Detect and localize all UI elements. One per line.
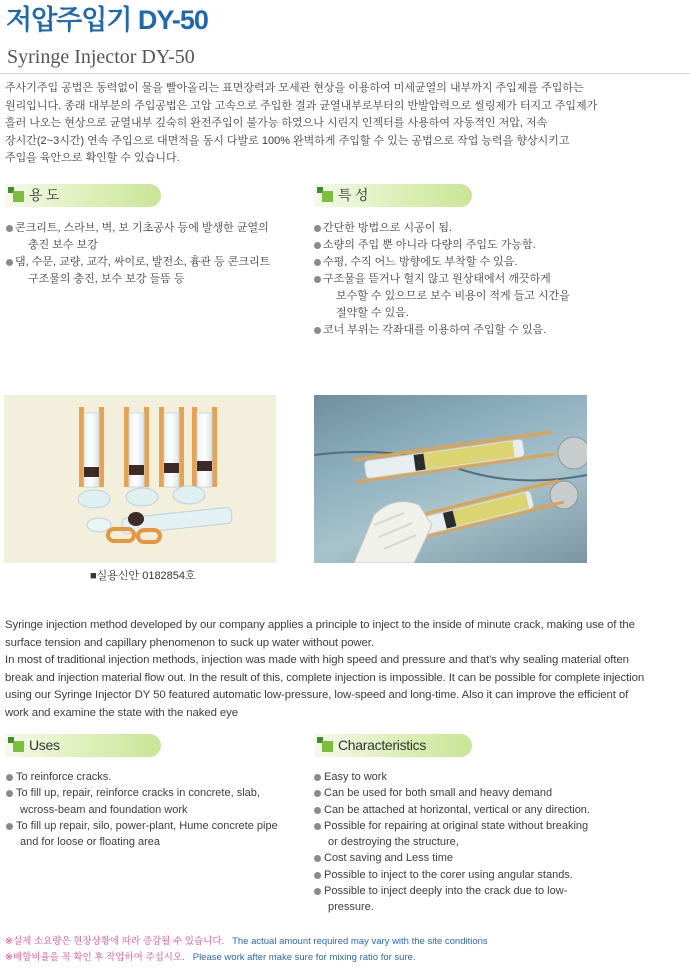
list-item: To fill up repair, silo, power-plant, Hume concrete pipe: [6, 818, 278, 834]
intro-english-line: Syringe injection method developed by our company applies a principle to inject to the inside of minute crack, making use of the: [5, 619, 635, 631]
intro-korean-line: 주사기주입 공법은 동력없이 물을 빨아올리는 표면장력과 모세관 현상을 이용하여 미세균열의 내부까지 주입제를 주입하는: [5, 82, 584, 94]
square-bullet-icon: [322, 741, 333, 752]
footnote-english: The actual amount required may vary with the site conditions: [232, 936, 488, 947]
title-divider: [0, 73, 690, 74]
intro-english-line: surface tension and capillary phenomenon to suck up water without power.: [5, 636, 374, 649]
list-item: Cost saving and Less time: [314, 850, 590, 866]
section-heading-label: 특 성: [338, 187, 369, 203]
list-item: 구조물을 뜯거나 헐지 않고 원상태에서 깨끗하게: [314, 271, 570, 288]
uses-list-korean: [6, 220, 270, 288]
list-item: To fill up, repair, reinforce cracks in concrete, slab,: [6, 785, 278, 801]
intro-korean-line: 장시간(2~3시간) 연속 주입으로 대면적을 동시 다발로 100% 완벽하게 주입할 수 있는 공법으로 작업 능력을 향상시키고: [5, 134, 570, 147]
patent-caption: ■실용신안 0182854호: [90, 570, 196, 582]
list-item: 코너 부위는 각좌대를 이용하여 주입할 수 있음.: [314, 322, 570, 339]
intro-korean-line: 원리입니다. 종래 대부분의 주입공법은 고압 고속으로 주입한 결과 균열내부로부터의 반발압력으로 씰링제가 터지고 주입제가: [5, 99, 598, 112]
square-bullet-icon: [322, 191, 333, 202]
characteristics-list-english: [314, 769, 590, 916]
list-item: 수평, 수직 어느 방향에도 부착할 수 있음.: [314, 254, 570, 271]
intro-english-line: work and examine the state with the naked eye: [5, 706, 238, 719]
product-photo-syringes: [4, 395, 276, 563]
application-photo: [314, 395, 587, 563]
product-title-english: Syringe Injector DY-50: [7, 46, 195, 68]
section-heading-uses-en: [5, 734, 161, 757]
list-item: Possible for repairing at original state without breaking: [314, 818, 590, 834]
list-item: 댐, 수문, 교량, 교각, 싸이로, 발전소, 흄관 등 콘크리트: [6, 254, 270, 271]
section-heading-uses-ko: [5, 184, 161, 207]
intro-english: [5, 617, 689, 722]
intro-korean-line: 주입을 육안으로 확인할 수 있습니다.: [5, 152, 180, 164]
square-bullet-icon: [13, 741, 24, 752]
list-item: wcross-beam and foundation work: [20, 803, 188, 816]
list-item: Can be attached at horizontal, vertical or any direction.: [314, 802, 590, 818]
features-list-korean: [314, 220, 570, 339]
list-item: Easy to work: [314, 769, 590, 785]
list-item: Possible to inject to the corer using angular stands.: [314, 867, 590, 883]
list-item: 충진 보수 보강: [28, 239, 98, 251]
square-bullet-icon: [13, 191, 24, 202]
intro-english-line: using our Syringe Injector DY 50 featured automatic low-pressure, low-speed and long-time. Also it can improve the efficient of: [5, 689, 629, 701]
list-item: 간단한 방법으로 시공이 됨.: [314, 220, 570, 237]
section-heading-features-ko: [314, 184, 472, 207]
list-item: Possible to inject deeply into the crack due to low-: [314, 883, 590, 899]
intro-english-line: In most of traditional injection methods, injection was made with high speed and pressure and that's why sealing material often: [5, 654, 629, 666]
list-item: 소량의 주입 뿐 아니라 다량의 주입도 가능함.: [314, 237, 570, 254]
intro-english-line: break and injection material flow out. In the result of this, complete injection is impossible. It can be possible for complete injection: [5, 671, 645, 684]
list-item: 구조물의 충진, 보수 보강 들뜸 등: [28, 273, 185, 285]
footnote-korean: ※실제 소요량은 현장상황에 따라 증감될 수 있습니다.: [5, 936, 225, 947]
application-illustration: [314, 395, 587, 563]
footnote-english: Please work after make sure for mixing ratio for sure.: [192, 952, 416, 963]
list-item: 콘크리트, 스라브, 벽, 보 기초공사 등에 발생한 균열의: [6, 220, 270, 237]
list-item: or destroying the structure,: [328, 836, 459, 849]
list-item: 보수할 수 있으므로 보수 비용이 적게 들고 시간을: [336, 290, 570, 302]
uses-list-english: [6, 769, 278, 850]
list-item: Can be used for both small and heavy demand: [314, 785, 590, 801]
list-item: 절약할 수 있음.: [336, 307, 409, 319]
intro-korean: [5, 80, 675, 168]
footnote-mixing: [5, 949, 416, 963]
list-item: and for loose or floating area: [20, 836, 161, 849]
section-heading-label: Uses: [29, 737, 60, 753]
syringe-illustration: [4, 395, 276, 563]
footnote-amount: [5, 933, 488, 947]
section-heading-label: Characteristics: [338, 737, 427, 753]
footnote-korean: ※배합비율을 꼭 확인 후 작업하여 주십시오.: [5, 952, 185, 963]
list-item: To reinforce cracks.: [6, 769, 278, 785]
section-heading-label: 용 도: [29, 187, 60, 203]
section-heading-characteristics-en: [314, 734, 472, 757]
intro-korean-line: 흘러 나오는 현상으로 균열내부 깊숙히 완전주입이 불가능 하였으나 시린지 인젝터를 사용하여 자동적인 저압, 저속: [5, 117, 548, 129]
list-item: pressure.: [328, 901, 374, 914]
product-title-korean: 저압주입기 DY-50: [6, 5, 208, 35]
